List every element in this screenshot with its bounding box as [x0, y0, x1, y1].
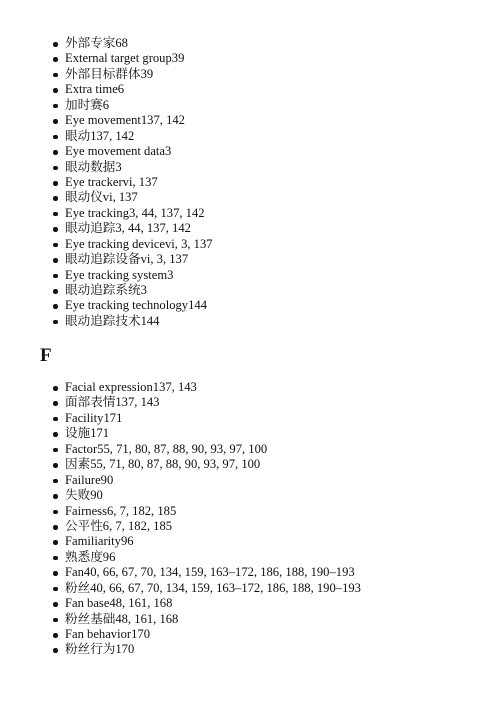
- index-entry: 眼动137, 142: [50, 129, 490, 144]
- index-entry: 眼动追踪技术144: [50, 314, 490, 329]
- index-entry: 加时赛6: [50, 98, 490, 113]
- index-entry: 设施171: [50, 426, 490, 441]
- index-entry: 公平性6, 7, 182, 185: [50, 519, 490, 534]
- index-entry: 粉丝行为170: [50, 642, 490, 657]
- section-heading-f: F: [40, 345, 52, 366]
- index-entry: Failure90: [50, 473, 490, 488]
- index-entry: Eye movement data3: [50, 144, 490, 159]
- index-entry: 熟悉度96: [50, 550, 490, 565]
- index-entry: 外部目标群体39: [50, 67, 490, 82]
- index-entry: Fan behavior170: [50, 627, 490, 642]
- index-entry: Fairness6, 7, 182, 185: [50, 504, 490, 519]
- index-entry: 粉丝40, 66, 67, 70, 134, 159, 163–172, 186, 188, 190–193: [50, 581, 490, 596]
- index-entry: Extra time6: [50, 82, 490, 97]
- index-entry: 因素55, 71, 80, 87, 88, 90, 93, 97, 100: [50, 457, 490, 472]
- index-entry: Fan base48, 161, 168: [50, 596, 490, 611]
- index-entry: Eye trackervi, 137: [50, 175, 490, 190]
- index-list-f: [50, 380, 490, 658]
- index-entry: 眼动数据3: [50, 160, 490, 175]
- index-entry: 面部表情137, 143: [50, 395, 490, 410]
- index-entry: 眼动仪vi, 137: [50, 190, 490, 205]
- index-entry: Eye tracking system3: [50, 268, 490, 283]
- index-entry: Facility171: [50, 411, 490, 426]
- index-entry: Familiarity96: [50, 534, 490, 549]
- index-entry: 粉丝基础48, 161, 168: [50, 612, 490, 627]
- index-list-e-continued: [50, 36, 490, 329]
- index-entry: Factor55, 71, 80, 87, 88, 90, 93, 97, 100: [50, 442, 490, 457]
- index-entry: Eye movement137, 142: [50, 113, 490, 128]
- index-entry: Eye tracking technology144: [50, 298, 490, 313]
- index-entry: 眼动追踪设备vi, 3, 137: [50, 252, 490, 267]
- index-entry: Eye tracking3, 44, 137, 142: [50, 206, 490, 221]
- index-entry: Fan40, 66, 67, 70, 134, 159, 163–172, 186, 188, 190–193: [50, 565, 490, 580]
- index-entry: 眼动追踪系统3: [50, 283, 490, 298]
- index-entry: 失败90: [50, 488, 490, 503]
- index-entry: External target group39: [50, 51, 490, 66]
- index-entry: 眼动追踪3, 44, 137, 142: [50, 221, 490, 236]
- index-entry: Facial expression137, 143: [50, 380, 490, 395]
- index-entry: Eye tracking devicevi, 3, 137: [50, 237, 490, 252]
- index-entry: 外部专家68: [50, 36, 490, 51]
